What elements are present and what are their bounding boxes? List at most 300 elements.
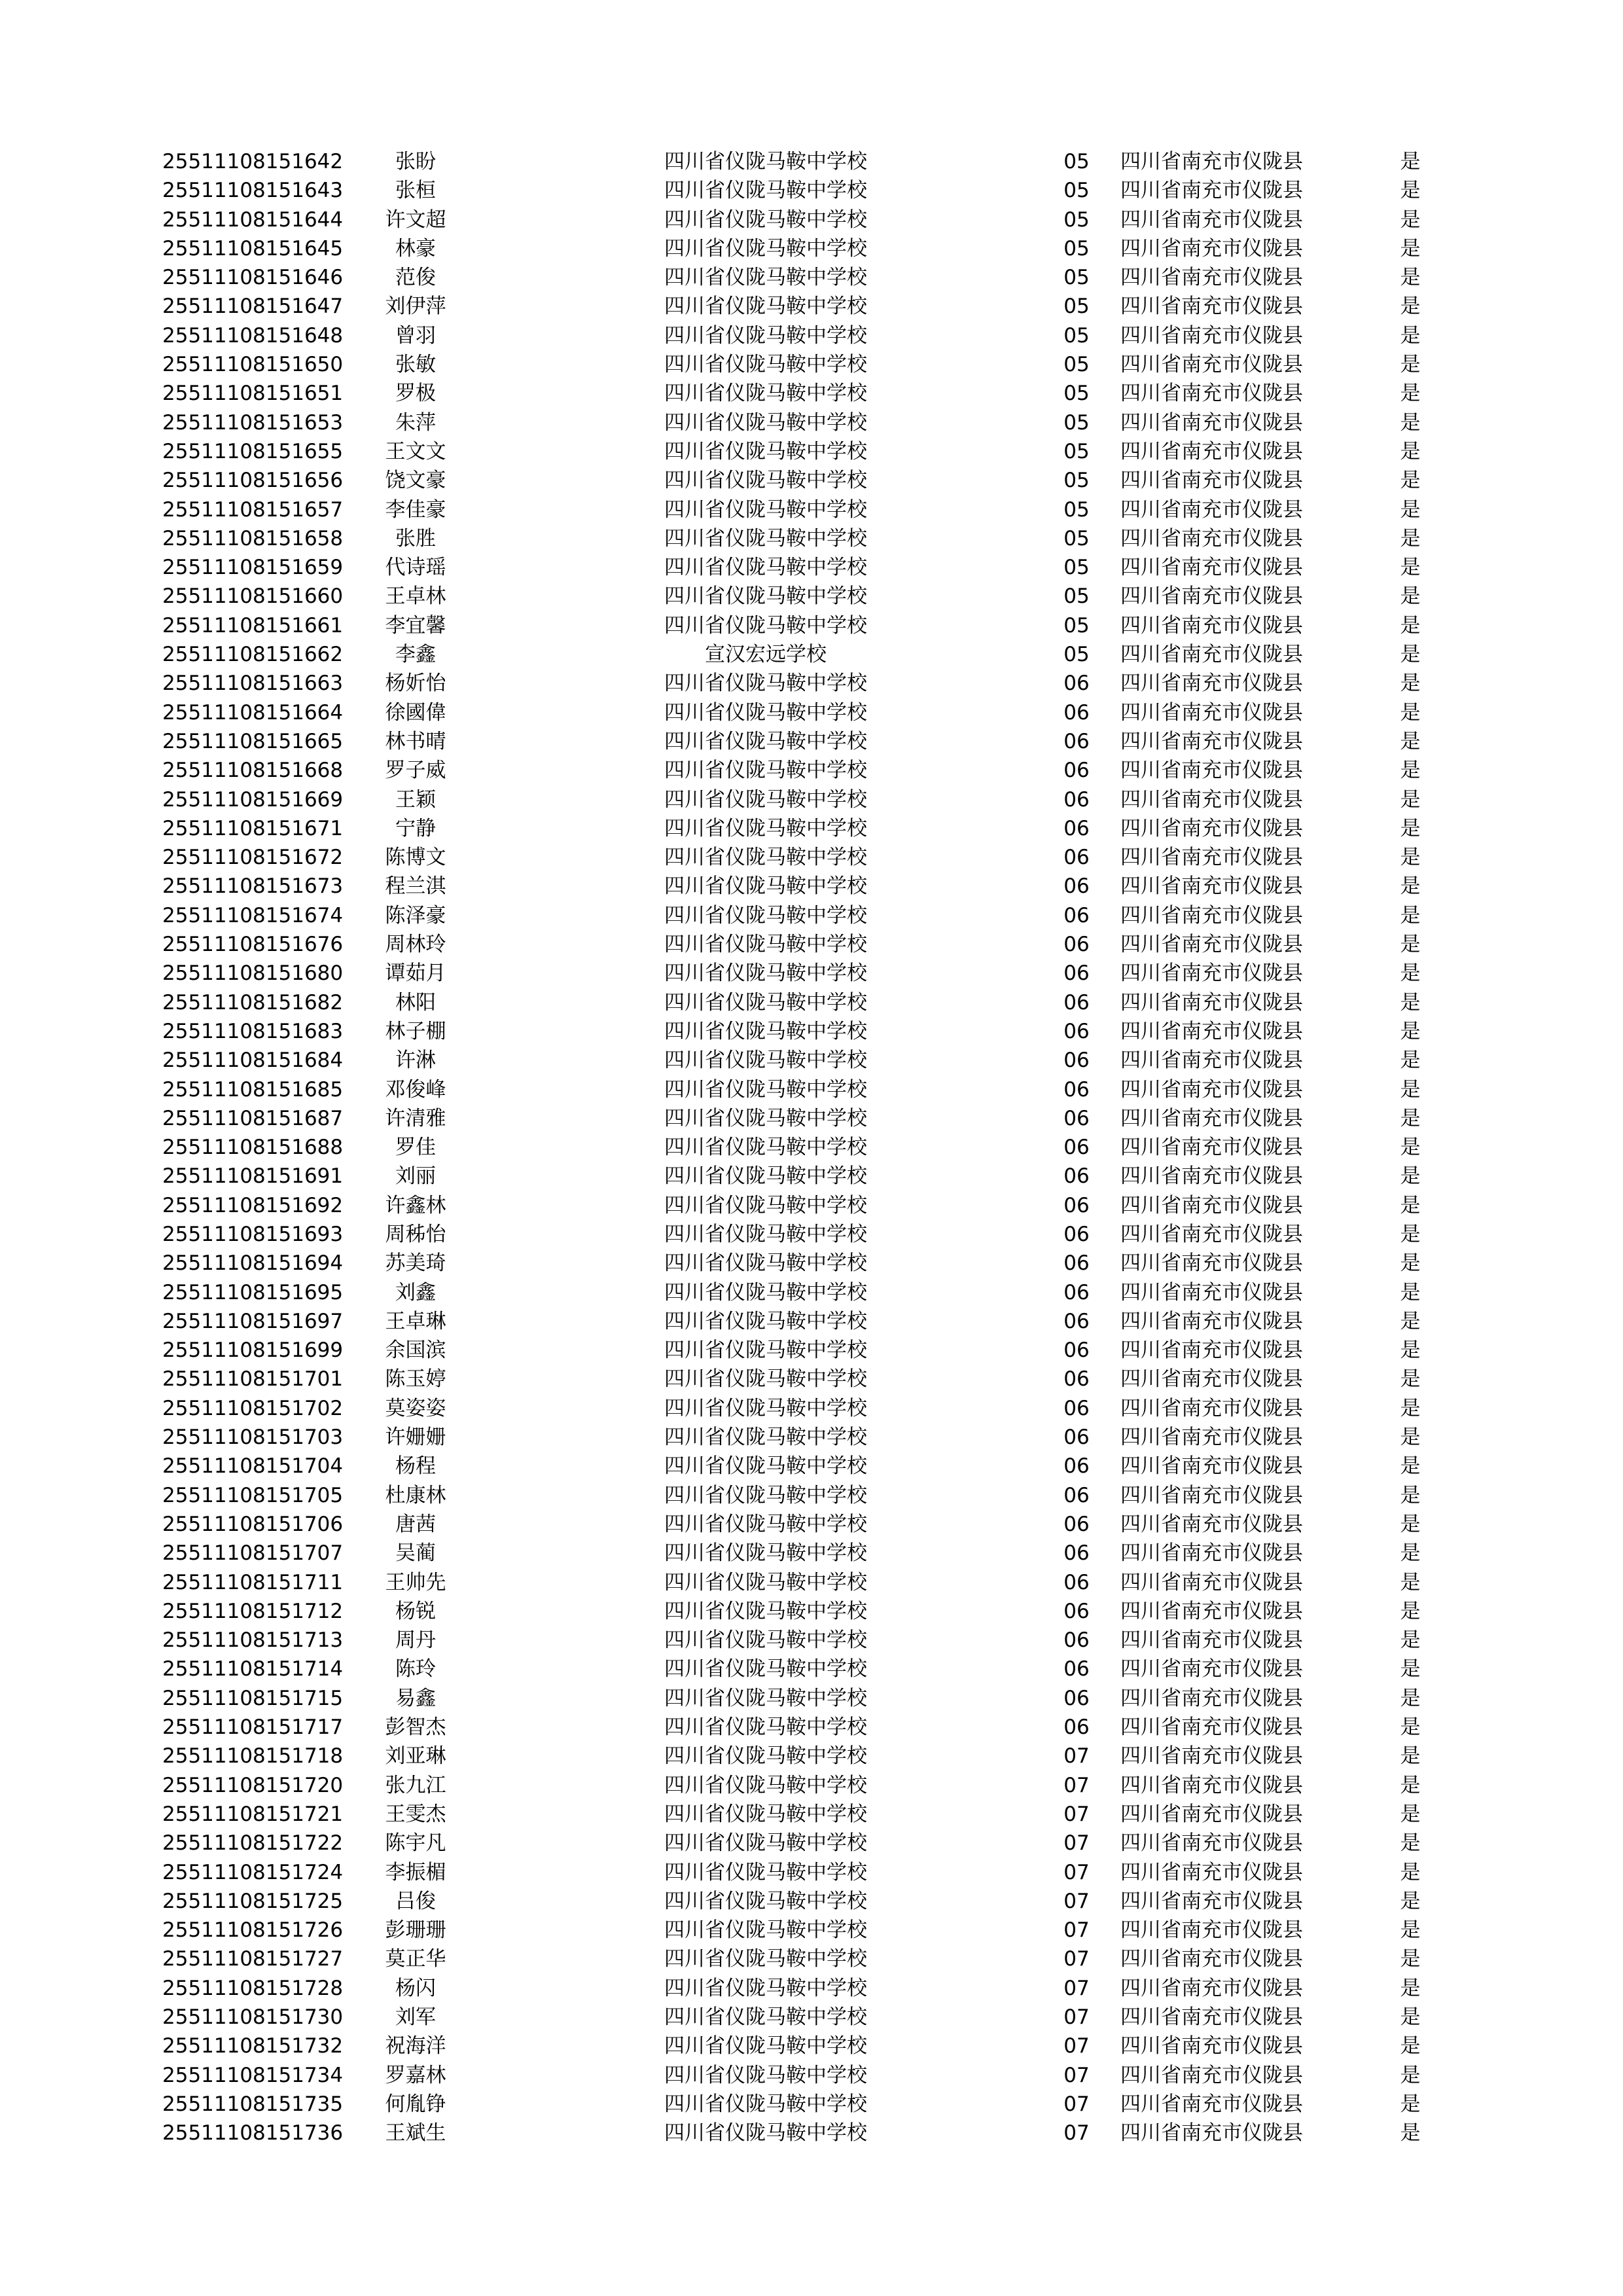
exam-number-cell: 25511108151680 — [162, 961, 344, 986]
exam-number-cell: 25511108151653 — [162, 410, 344, 435]
region-cell: 四川省南充市仪陇县 — [1120, 150, 1303, 173]
school-name-cell: 四川省仪陇马鞍中学校 — [664, 353, 867, 377]
region-cell: 四川省南充市仪陇县 — [1120, 643, 1303, 667]
school-name-cell: 四川省仪陇马鞍中学校 — [664, 816, 867, 840]
region-cell: 四川省南充市仪陇县 — [1120, 1193, 1303, 1217]
school-name-cell: 四川省仪陇马鞍中学校 — [664, 1164, 867, 1189]
school-name-cell: 四川省仪陇马鞍中学校 — [664, 1918, 867, 1943]
student-name-cell: 张九江 — [385, 1773, 446, 1797]
class-number-cell: 06 — [1063, 1251, 1090, 1276]
eligible-flag-cell: 是 — [1400, 439, 1421, 463]
school-name-cell: 四川省仪陇马鞍中学校 — [664, 2063, 867, 2087]
region-cell: 四川省南充市仪陇县 — [1120, 846, 1303, 870]
school-name-cell: 四川省仪陇马鞍中学校 — [664, 1599, 867, 1623]
table-row — [0, 437, 1623, 466]
exam-number-cell: 25511108151697 — [162, 1309, 344, 1333]
exam-number-cell: 25511108151726 — [162, 1918, 344, 1943]
region-cell: 四川省南充市仪陇县 — [1120, 1049, 1303, 1073]
student-name-cell: 徐國偉 — [385, 700, 446, 725]
eligible-flag-cell: 是 — [1400, 1280, 1421, 1304]
exam-number-cell: 25511108151725 — [162, 1889, 344, 1913]
exam-number-cell: 25511108151672 — [162, 846, 344, 870]
school-name-cell: 四川省仪陇马鞍中学校 — [664, 497, 867, 522]
exam-number-cell: 25511108151683 — [162, 1019, 344, 1043]
school-name-cell: 四川省仪陇马鞍中学校 — [664, 469, 867, 493]
region-cell: 四川省南充市仪陇县 — [1120, 1222, 1303, 1246]
student-name-cell: 张盼 — [395, 150, 436, 173]
eligible-flag-cell: 是 — [1400, 179, 1421, 203]
exam-number-cell: 25511108151646 — [162, 266, 344, 290]
region-cell: 四川省南充市仪陇县 — [1120, 1802, 1303, 1826]
school-name-cell: 四川省仪陇马鞍中学校 — [664, 1426, 867, 1450]
exam-number-cell: 25511108151727 — [162, 1947, 344, 1971]
region-cell: 四川省南充市仪陇县 — [1120, 1309, 1303, 1333]
table-row — [0, 1162, 1623, 1191]
student-name-cell: 陈玉婷 — [385, 1367, 446, 1391]
school-name-cell: 四川省仪陇马鞍中学校 — [664, 1136, 867, 1160]
class-number-cell: 05 — [1063, 295, 1090, 319]
region-cell: 四川省南充市仪陇县 — [1120, 469, 1303, 493]
eligible-flag-cell: 是 — [1400, 1744, 1421, 1768]
table-row — [0, 1887, 1623, 1916]
student-name-cell: 许姗姗 — [385, 1426, 446, 1450]
exam-number-cell: 25511108151673 — [162, 874, 344, 899]
eligible-flag-cell: 是 — [1400, 1976, 1421, 2000]
eligible-flag-cell: 是 — [1400, 846, 1421, 870]
table-row — [0, 1046, 1623, 1075]
class-number-cell: 06 — [1063, 1367, 1090, 1391]
region-cell: 四川省南充市仪陇县 — [1120, 1628, 1303, 1653]
class-number-cell: 06 — [1063, 990, 1090, 1014]
eligible-flag-cell: 是 — [1400, 903, 1421, 927]
school-name-cell: 四川省仪陇马鞍中学校 — [664, 1222, 867, 1246]
exam-number-cell: 25511108151648 — [162, 323, 344, 348]
eligible-flag-cell: 是 — [1400, 1426, 1421, 1450]
student-name-cell: 罗嘉林 — [385, 2063, 446, 2087]
table-row — [0, 1510, 1623, 1539]
student-name-cell: 邓俊峰 — [385, 1077, 446, 1102]
exam-number-cell: 25511108151717 — [162, 1715, 344, 1740]
class-number-cell: 05 — [1063, 150, 1090, 173]
exam-number-cell: 25511108151642 — [162, 150, 344, 173]
school-name-cell: 四川省仪陇马鞍中学校 — [664, 1976, 867, 2000]
student-name-cell: 彭珊珊 — [385, 1918, 446, 1943]
table-row — [0, 147, 1623, 176]
eligible-flag-cell: 是 — [1400, 1396, 1421, 1420]
eligible-flag-cell: 是 — [1400, 1918, 1421, 1943]
school-name-cell: 四川省仪陇马鞍中学校 — [664, 1802, 867, 1826]
student-name-cell: 李鑫 — [395, 643, 436, 667]
table-row — [0, 1742, 1623, 1770]
student-name-cell: 周丹 — [395, 1628, 436, 1653]
region-cell: 四川省南充市仪陇县 — [1120, 353, 1303, 377]
table-row — [0, 176, 1623, 205]
region-cell: 四川省南充市仪陇县 — [1120, 2063, 1303, 2087]
table-row — [0, 872, 1623, 901]
class-number-cell: 06 — [1063, 1077, 1090, 1102]
eligible-flag-cell: 是 — [1400, 1773, 1421, 1797]
school-name-cell: 四川省仪陇马鞍中学校 — [664, 729, 867, 753]
student-name-cell: 刘军 — [395, 2005, 436, 2029]
class-number-cell: 06 — [1063, 1657, 1090, 1681]
eligible-flag-cell: 是 — [1400, 207, 1421, 232]
region-cell: 四川省南充市仪陇县 — [1120, 1396, 1303, 1420]
exam-number-cell: 25511108151712 — [162, 1599, 344, 1623]
exam-number-cell: 25511108151660 — [162, 584, 344, 609]
eligible-flag-cell: 是 — [1400, 1106, 1421, 1130]
table-row — [0, 582, 1623, 611]
exam-number-cell: 25511108151705 — [162, 1483, 344, 1507]
region-cell: 四川省南充市仪陇县 — [1120, 382, 1303, 406]
table-row — [0, 930, 1623, 959]
table-row — [0, 1655, 1623, 1683]
exam-number-cell: 25511108151732 — [162, 2034, 344, 2058]
student-name-cell: 代诗瑶 — [385, 556, 446, 580]
student-name-cell: 杨闪 — [395, 1976, 436, 2000]
class-number-cell: 05 — [1063, 643, 1090, 667]
class-number-cell: 05 — [1063, 353, 1090, 377]
class-number-cell: 06 — [1063, 1715, 1090, 1740]
region-cell: 四川省南充市仪陇县 — [1120, 323, 1303, 348]
class-number-cell: 06 — [1063, 1193, 1090, 1217]
student-name-cell: 陈博文 — [385, 846, 446, 870]
region-cell: 四川省南充市仪陇县 — [1120, 266, 1303, 290]
student-name-cell: 周秭怡 — [385, 1222, 446, 1246]
table-row — [0, 1539, 1623, 1568]
school-name-cell: 四川省仪陇马鞍中学校 — [664, 1019, 867, 1043]
student-name-cell: 杨妡怡 — [385, 672, 446, 696]
region-cell: 四川省南充市仪陇县 — [1120, 439, 1303, 463]
school-name-cell: 四川省仪陇马鞍中学校 — [664, 2034, 867, 2058]
table-row — [0, 1017, 1623, 1046]
region-cell: 四川省南充市仪陇县 — [1120, 787, 1303, 812]
school-name-cell: 四川省仪陇马鞍中学校 — [664, 1570, 867, 1594]
region-cell: 四川省南充市仪陇县 — [1120, 1860, 1303, 1884]
eligible-flag-cell: 是 — [1400, 469, 1421, 493]
school-name-cell: 四川省仪陇马鞍中学校 — [664, 1947, 867, 1971]
region-cell: 四川省南充市仪陇县 — [1120, 1947, 1303, 1971]
table-row — [0, 756, 1623, 785]
exam-number-cell: 25511108151684 — [162, 1049, 344, 1073]
region-cell: 四川省南充市仪陇县 — [1120, 497, 1303, 522]
student-name-cell: 林豪 — [395, 236, 436, 260]
eligible-flag-cell: 是 — [1400, 266, 1421, 290]
region-cell: 四川省南充市仪陇县 — [1120, 2034, 1303, 2058]
eligible-flag-cell: 是 — [1400, 1251, 1421, 1276]
student-name-cell: 王斌生 — [385, 2121, 446, 2145]
table-row — [0, 1945, 1623, 1973]
table-row — [0, 640, 1623, 669]
school-name-cell: 四川省仪陇马鞍中学校 — [664, 1483, 867, 1507]
eligible-flag-cell: 是 — [1400, 1889, 1421, 1913]
class-number-cell: 06 — [1063, 1222, 1090, 1246]
eligible-flag-cell: 是 — [1400, 1860, 1421, 1884]
table-row — [0, 495, 1623, 524]
eligible-flag-cell: 是 — [1400, 2034, 1421, 2058]
class-number-cell: 05 — [1063, 439, 1090, 463]
region-cell: 四川省南充市仪陇县 — [1120, 236, 1303, 260]
class-number-cell: 05 — [1063, 179, 1090, 203]
eligible-flag-cell: 是 — [1400, 1483, 1421, 1507]
region-cell: 四川省南充市仪陇县 — [1120, 1483, 1303, 1507]
table-row — [0, 1220, 1623, 1249]
table-row — [0, 1916, 1623, 1945]
eligible-flag-cell: 是 — [1400, 1686, 1421, 1710]
region-cell: 四川省南充市仪陇县 — [1120, 759, 1303, 783]
exam-number-cell: 25511108151650 — [162, 353, 344, 377]
eligible-flag-cell: 是 — [1400, 1049, 1421, 1073]
table-row — [0, 1423, 1623, 1452]
table-row — [0, 1075, 1623, 1104]
student-name-cell: 林子棚 — [385, 1019, 446, 1043]
class-number-cell: 07 — [1063, 1773, 1090, 1797]
class-number-cell: 07 — [1063, 1831, 1090, 1856]
school-name-cell: 四川省仪陇马鞍中学校 — [664, 439, 867, 463]
student-name-cell: 莫正华 — [385, 1947, 446, 1971]
exam-number-cell: 25511108151714 — [162, 1657, 344, 1681]
eligible-flag-cell: 是 — [1400, 2121, 1421, 2145]
eligible-flag-cell: 是 — [1400, 1947, 1421, 1971]
class-number-cell: 07 — [1063, 1976, 1090, 2000]
class-number-cell: 06 — [1063, 1454, 1090, 1479]
exam-number-cell: 25511108151658 — [162, 526, 344, 550]
class-number-cell: 06 — [1063, 1136, 1090, 1160]
table-row — [0, 206, 1623, 234]
eligible-flag-cell: 是 — [1400, 353, 1421, 377]
table-row — [0, 408, 1623, 437]
table-row — [0, 611, 1623, 640]
school-name-cell: 四川省仪陇马鞍中学校 — [664, 150, 867, 173]
class-number-cell: 06 — [1063, 1628, 1090, 1653]
class-number-cell: 05 — [1063, 613, 1090, 637]
exam-number-cell: 25511108151655 — [162, 439, 344, 463]
class-number-cell: 07 — [1063, 1860, 1090, 1884]
student-name-cell: 王卓琳 — [385, 1309, 446, 1333]
exam-number-cell: 25511108151715 — [162, 1686, 344, 1710]
class-number-cell: 06 — [1063, 787, 1090, 812]
region-cell: 四川省南充市仪陇县 — [1120, 2092, 1303, 2116]
eligible-flag-cell: 是 — [1400, 1831, 1421, 1856]
school-name-cell: 四川省仪陇马鞍中学校 — [664, 1831, 867, 1856]
school-name-cell: 四川省仪陇马鞍中学校 — [664, 1049, 867, 1073]
class-number-cell: 06 — [1063, 1686, 1090, 1710]
table-row — [0, 1336, 1623, 1365]
table-row — [0, 1394, 1623, 1423]
class-number-cell: 06 — [1063, 1541, 1090, 1566]
class-number-cell: 06 — [1063, 759, 1090, 783]
eligible-flag-cell: 是 — [1400, 236, 1421, 260]
eligible-flag-cell: 是 — [1400, 816, 1421, 840]
region-cell: 四川省南充市仪陇县 — [1120, 672, 1303, 696]
exam-number-cell: 25511108151671 — [162, 816, 344, 840]
table-row — [0, 1481, 1623, 1510]
student-name-cell: 程兰淇 — [385, 874, 446, 899]
class-number-cell: 06 — [1063, 903, 1090, 927]
school-name-cell: 四川省仪陇马鞍中学校 — [664, 1396, 867, 1420]
exam-number-cell: 25511108151656 — [162, 469, 344, 493]
region-cell: 四川省南充市仪陇县 — [1120, 816, 1303, 840]
student-name-cell: 易鑫 — [395, 1686, 436, 1710]
exam-number-cell: 25511108151728 — [162, 1976, 344, 2000]
class-number-cell: 06 — [1063, 1049, 1090, 1073]
region-cell: 四川省南充市仪陇县 — [1120, 874, 1303, 899]
table-row — [0, 988, 1623, 1017]
eligible-flag-cell: 是 — [1400, 1512, 1421, 1536]
region-cell: 四川省南充市仪陇县 — [1120, 903, 1303, 927]
region-cell: 四川省南充市仪陇县 — [1120, 410, 1303, 435]
region-cell: 四川省南充市仪陇县 — [1120, 584, 1303, 609]
student-name-cell: 朱萍 — [395, 410, 436, 435]
table-row — [0, 2032, 1623, 2060]
student-name-cell: 陈玲 — [395, 1657, 436, 1681]
eligible-flag-cell: 是 — [1400, 990, 1421, 1014]
eligible-flag-cell: 是 — [1400, 150, 1421, 173]
student-name-cell: 张桓 — [395, 179, 436, 203]
student-name-cell: 林阳 — [395, 990, 436, 1014]
school-name-cell: 四川省仪陇马鞍中学校 — [664, 1454, 867, 1479]
table-row — [0, 1829, 1623, 1857]
region-cell: 四川省南充市仪陇县 — [1120, 1338, 1303, 1363]
region-cell: 四川省南充市仪陇县 — [1120, 1280, 1303, 1304]
class-number-cell: 07 — [1063, 2005, 1090, 2029]
eligible-flag-cell: 是 — [1400, 1136, 1421, 1160]
eligible-flag-cell: 是 — [1400, 497, 1421, 522]
student-name-cell: 祝海洋 — [385, 2034, 446, 2058]
eligible-flag-cell: 是 — [1400, 1454, 1421, 1479]
class-number-cell: 06 — [1063, 1019, 1090, 1043]
exam-number-cell: 25511108151706 — [162, 1512, 344, 1536]
table-row — [0, 901, 1623, 930]
region-cell: 四川省南充市仪陇县 — [1120, 1918, 1303, 1943]
roster-table — [0, 147, 1623, 2147]
student-name-cell: 杨锐 — [395, 1599, 436, 1623]
table-row — [0, 1249, 1623, 1278]
student-name-cell: 刘伊萍 — [385, 295, 446, 319]
eligible-flag-cell: 是 — [1400, 382, 1421, 406]
class-number-cell: 06 — [1063, 1164, 1090, 1189]
table-row — [0, 2061, 1623, 2090]
school-name-cell: 四川省仪陇马鞍中学校 — [664, 1628, 867, 1653]
table-row — [0, 959, 1623, 988]
class-number-cell: 06 — [1063, 1426, 1090, 1450]
eligible-flag-cell: 是 — [1400, 1019, 1421, 1043]
student-name-cell: 范俊 — [395, 266, 436, 290]
school-name-cell: 四川省仪陇马鞍中学校 — [664, 1367, 867, 1391]
table-row — [0, 1771, 1623, 1800]
region-cell: 四川省南充市仪陇县 — [1120, 1657, 1303, 1681]
school-name-cell: 四川省仪陇马鞍中学校 — [664, 1744, 867, 1768]
exam-number-cell: 25511108151734 — [162, 2063, 344, 2087]
school-name-cell: 四川省仪陇马鞍中学校 — [664, 410, 867, 435]
school-name-cell: 四川省仪陇马鞍中学校 — [664, 1715, 867, 1740]
eligible-flag-cell: 是 — [1400, 672, 1421, 696]
eligible-flag-cell: 是 — [1400, 700, 1421, 725]
eligible-flag-cell: 是 — [1400, 295, 1421, 319]
class-number-cell: 05 — [1063, 410, 1090, 435]
eligible-flag-cell: 是 — [1400, 613, 1421, 637]
exam-number-cell: 25511108151692 — [162, 1193, 344, 1217]
student-name-cell: 杜康林 — [385, 1483, 446, 1507]
table-row — [0, 524, 1623, 553]
eligible-flag-cell: 是 — [1400, 874, 1421, 899]
eligible-flag-cell: 是 — [1400, 323, 1421, 348]
school-name-cell: 四川省仪陇马鞍中学校 — [664, 1889, 867, 1913]
school-name-cell: 四川省仪陇马鞍中学校 — [664, 1251, 867, 1276]
exam-number-cell: 25511108151688 — [162, 1136, 344, 1160]
student-name-cell: 李宜馨 — [385, 613, 446, 637]
student-name-cell: 吴蔺 — [395, 1541, 436, 1566]
exam-number-cell: 25511108151720 — [162, 1773, 344, 1797]
region-cell: 四川省南充市仪陇县 — [1120, 1976, 1303, 2000]
region-cell: 四川省南充市仪陇县 — [1120, 1367, 1303, 1391]
exam-number-cell: 25511108151695 — [162, 1280, 344, 1304]
exam-number-cell: 25511108151663 — [162, 672, 344, 696]
table-row — [0, 2003, 1623, 2032]
student-name-cell: 王帅先 — [385, 1570, 446, 1594]
class-number-cell: 06 — [1063, 1512, 1090, 1536]
exam-number-cell: 25511108151735 — [162, 2092, 344, 2116]
student-name-cell: 许鑫林 — [385, 1193, 446, 1217]
class-number-cell: 06 — [1063, 672, 1090, 696]
region-cell: 四川省南充市仪陇县 — [1120, 1512, 1303, 1536]
eligible-flag-cell: 是 — [1400, 1164, 1421, 1189]
region-cell: 四川省南充市仪陇县 — [1120, 1251, 1303, 1276]
table-row — [0, 698, 1623, 727]
class-number-cell: 05 — [1063, 556, 1090, 580]
class-number-cell: 05 — [1063, 236, 1090, 260]
table-row — [0, 1365, 1623, 1393]
school-name-cell: 四川省仪陇马鞍中学校 — [664, 584, 867, 609]
class-number-cell: 06 — [1063, 729, 1090, 753]
table-row — [0, 292, 1623, 321]
class-number-cell: 05 — [1063, 382, 1090, 406]
exam-number-cell: 25511108151647 — [162, 295, 344, 319]
student-name-cell: 周林玲 — [385, 933, 446, 957]
school-name-cell: 四川省仪陇马鞍中学校 — [664, 613, 867, 637]
school-name-cell: 四川省仪陇马鞍中学校 — [664, 1280, 867, 1304]
school-name-cell: 四川省仪陇马鞍中学校 — [664, 1106, 867, 1130]
table-row — [0, 1974, 1623, 2003]
eligible-flag-cell: 是 — [1400, 1193, 1421, 1217]
class-number-cell: 06 — [1063, 874, 1090, 899]
region-cell: 四川省南充市仪陇县 — [1120, 1077, 1303, 1102]
region-cell: 四川省南充市仪陇县 — [1120, 1454, 1303, 1479]
school-name-cell: 宣汉宏远学校 — [705, 643, 827, 667]
table-row — [0, 321, 1623, 350]
eligible-flag-cell: 是 — [1400, 961, 1421, 986]
region-cell: 四川省南充市仪陇县 — [1120, 1686, 1303, 1710]
exam-number-cell: 25511108151707 — [162, 1541, 344, 1566]
eligible-flag-cell: 是 — [1400, 1628, 1421, 1653]
class-number-cell: 06 — [1063, 1396, 1090, 1420]
exam-number-cell: 25511108151674 — [162, 903, 344, 927]
eligible-flag-cell: 是 — [1400, 556, 1421, 580]
region-cell: 四川省南充市仪陇县 — [1120, 179, 1303, 203]
school-name-cell: 四川省仪陇马鞍中学校 — [664, 846, 867, 870]
exam-number-cell: 25511108151668 — [162, 759, 344, 783]
region-cell: 四川省南充市仪陇县 — [1120, 1889, 1303, 1913]
student-name-cell: 李振楣 — [385, 1860, 446, 1884]
region-cell: 四川省南充市仪陇县 — [1120, 1831, 1303, 1856]
school-name-cell: 四川省仪陇马鞍中学校 — [664, 382, 867, 406]
region-cell: 四川省南充市仪陇县 — [1120, 990, 1303, 1014]
student-name-cell: 彭智杰 — [385, 1715, 446, 1740]
eligible-flag-cell: 是 — [1400, 584, 1421, 609]
school-name-cell: 四川省仪陇马鞍中学校 — [664, 1541, 867, 1566]
exam-number-cell: 25511108151661 — [162, 613, 344, 637]
table-row — [0, 2090, 1623, 2119]
class-number-cell: 07 — [1063, 1802, 1090, 1826]
